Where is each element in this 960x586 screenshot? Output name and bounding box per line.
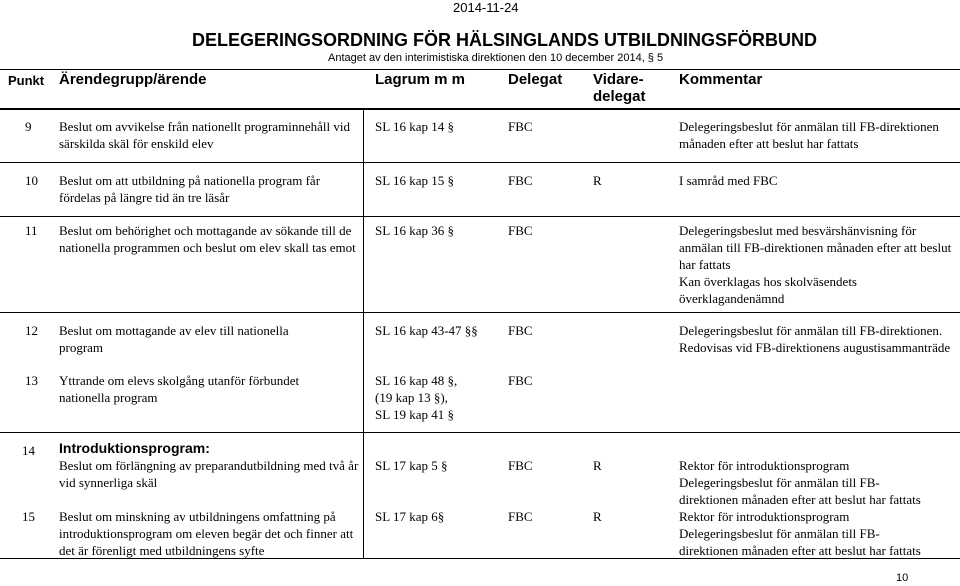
column-header-kommentar: Kommentar — [679, 71, 763, 88]
row-rule — [0, 162, 960, 163]
column-header-arende: Ärendegrupp/ärende — [59, 71, 207, 88]
row-kommentar: Delegeringsbeslut för anmälan till FB-direktionen. Redovisas vid FB-direktionens augustisammanträde — [679, 323, 951, 355]
row-number: 10 — [25, 173, 38, 188]
row-lagrum: SL 17 kap 6§ — [375, 509, 445, 524]
row-lagrum — [375, 372, 457, 423]
column-divider — [363, 110, 364, 558]
row-vidaredelegat: R — [593, 458, 602, 473]
row-delegat: FBC — [508, 458, 533, 473]
row-number: 15 — [22, 509, 35, 524]
row-lagrum: SL 17 kap 5 § — [375, 458, 448, 473]
column-header-delegat: Delegat — [508, 71, 563, 88]
row-kommentar — [679, 457, 921, 508]
row-kommentar — [679, 508, 921, 559]
column-header-lagrum: Lagrum m m — [375, 71, 466, 88]
column-header-vidare-line2: delegat — [593, 88, 646, 105]
row-arende: Beslut om minskning av utbildningens omfattning på introduktionsprogram om eleven begär det och finner att det är förenligt med utbildningens syfte — [59, 509, 354, 558]
row-vidaredelegat: R — [593, 173, 602, 188]
row-kommentar-line: direktionen månaden efter att beslut har fattats — [679, 492, 921, 507]
row-delegat: FBC — [508, 173, 533, 188]
row-kommentar: I samråd med FBC — [679, 173, 778, 188]
row-delegat: FBC — [508, 373, 533, 388]
column-header-vidare-line1: Vidare- — [593, 71, 644, 88]
row-kommentar: Delegeringsbeslut för anmälan till FB-direktionen månaden efter att beslut har fattats — [679, 119, 939, 151]
row-kommentar — [679, 222, 955, 307]
row-arende: Beslut om att utbildning på nationella program får fördelas på längre tid än tre läsår — [59, 173, 321, 205]
row-delegat: FBC — [508, 509, 533, 524]
table-top-rule — [0, 69, 960, 70]
row-vidaredelegat: R — [593, 509, 602, 524]
header-bottom-rule — [0, 108, 960, 110]
row-kommentar-line: Delegeringsbeslut för anmälan till FB- — [679, 475, 880, 490]
row-kommentar-line: Delegeringsbeslut för anmälan till FB- — [679, 526, 880, 541]
row-delegat: FBC — [508, 119, 533, 134]
row-arende: Beslut om avvikelse från nationellt programinnehåll vid särskilda skäl för enskild elev — [59, 119, 350, 151]
row-lagrum: SL 16 kap 43-47 §§ — [375, 323, 478, 338]
row-arende: Yttrande om elevs skolgång utanför förbundet nationella program — [59, 373, 300, 405]
row-kommentar-line: Rektor för introduktionsprogram — [679, 509, 850, 524]
row-lagrum: SL 16 kap 15 § — [375, 173, 454, 188]
document-date: 2014-11-24 — [453, 0, 519, 15]
row-number: 12 — [25, 323, 38, 338]
row-lagrum-line: SL 16 kap 48 §, — [375, 373, 458, 388]
row-arende: Beslut om mottagande av elev till nationella program — [59, 323, 289, 355]
row-lagrum: SL 16 kap 36 § — [375, 223, 454, 238]
row-kommentar-line: direktionen månaden efter att beslut har fattats — [679, 543, 921, 558]
row-lagrum-line: (19 kap 13 §), — [375, 390, 448, 405]
row-number: 9 — [25, 119, 32, 134]
row-number: 13 — [25, 373, 38, 388]
row-delegat: FBC — [508, 223, 533, 238]
row-kommentar-note: Kan överklagas hos skolväsendets överklagandenämnd — [679, 274, 857, 306]
row-delegat: FBC — [508, 323, 533, 338]
column-header-vidaredelegat — [593, 71, 646, 105]
row-kommentar-text: Delegeringsbeslut med besvärshänvisning för anmälan till FB-direktionen månaden efter att beslut har fattats — [679, 223, 952, 272]
column-header-punkt: Punkt — [8, 73, 45, 88]
row-arende: Beslut om förlängning av preparandutbildning med två år vid synnerliga skäl — [59, 458, 359, 490]
row-lagrum-line: SL 19 kap 41 § — [375, 407, 454, 422]
document-title: DELEGERINGSORDNING FÖR HÄLSINGLANDS UTBILDNINGSFÖRBUND — [192, 30, 817, 50]
row-rule — [0, 216, 960, 217]
row-number: 11 — [25, 223, 38, 238]
row-rule — [0, 432, 960, 433]
row-arende: Beslut om behörighet och mottagande av sökande till de nationella programmen och beslut om elev skall tas emot — [59, 223, 356, 255]
row-number: 14 — [22, 443, 35, 458]
group-heading: Introduktionsprogram: — [59, 440, 210, 456]
page-number: 10 — [896, 572, 909, 584]
row-lagrum: SL 16 kap 14 § — [375, 119, 454, 134]
row-rule — [0, 312, 960, 313]
row-kommentar-line: Rektor för introduktionsprogram — [679, 458, 850, 473]
document-subtitle: Antaget av den interimistiska direktionen den 10 december 2014, § 5 — [328, 52, 664, 64]
